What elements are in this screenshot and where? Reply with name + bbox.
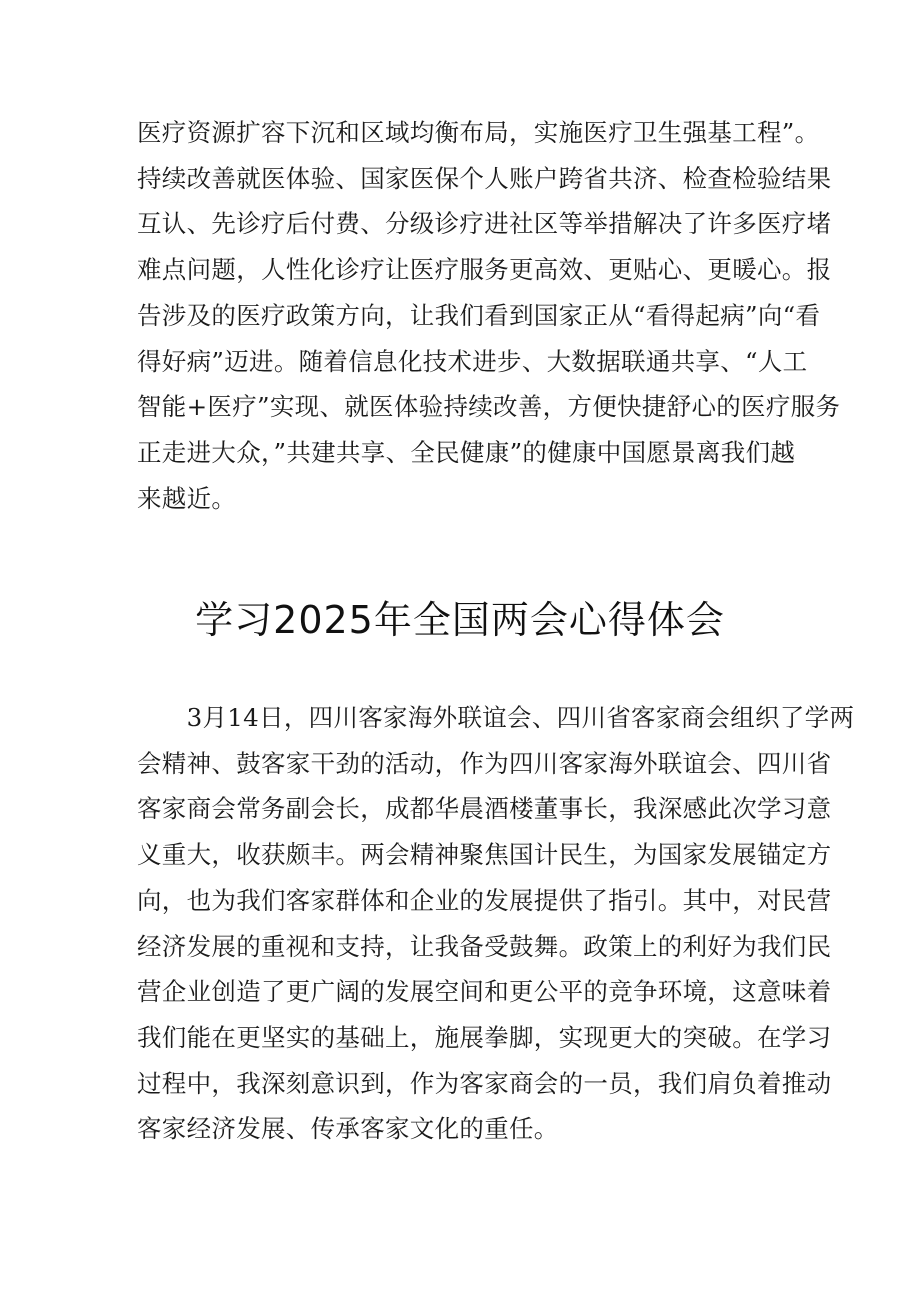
text-line: 我们能在更坚实的基础上，施展拳脚，实现更大的突破。在学习 <box>137 1022 832 1052</box>
text-line: 客家经济发展、传承客家文化的重任。 <box>137 1114 559 1144</box>
text-line: 难点问题，人性化诊疗让医疗服务更高效、更贴心、更暖心。报 <box>137 255 832 285</box>
text-line: 得好病”迈进。随着信息化技术进步、大数据联通共享、“人工 <box>137 346 808 376</box>
text-line: 义重大，收获颇丰。两会精神聚焦国计民生，为国家发展锚定方 <box>137 840 832 870</box>
text-line: 来越近。 <box>137 483 237 513</box>
article-paragraph <box>137 695 855 1152</box>
text-line: 告涉及的医疗政策方向，让我们看到国家正从“看得起病”向“看 <box>137 300 821 330</box>
text-line: 智能+医疗”实现、就医体验持续改善，方便快捷舒心的医疗服务 <box>137 392 841 422</box>
text-line: 经济发展的重视和支持，让我备受鼓舞。政策上的利好为我们民 <box>137 931 832 961</box>
text-line: 过程中，我深刻意识到，作为客家商会的一员，我们肩负着推动 <box>137 1068 832 1098</box>
text-line: 3月14日，四川客家海外联谊会、四川省客家商会组织了学两 <box>137 703 855 732</box>
text-line: 持续改善就医体验、国家医保个人账户跨省共济、检查检验结果 <box>137 163 832 193</box>
text-line: 医疗资源扩容下沉和区域均衡布局，实施医疗卫生强基工程”。 <box>137 118 820 147</box>
text-line: 营企业创造了更广阔的发展空间和更公平的竞争环境，这意味着 <box>137 977 832 1007</box>
article-title: 学习2025年全国两会心得体会 <box>195 598 725 642</box>
continued-paragraph <box>137 110 841 521</box>
text-line: 客家商会常务副会长，成都华晨酒楼董事长，我深感此次学习意 <box>137 794 832 824</box>
text-line: 互认、先诊疗后付费、分级诊疗进社区等举措解决了许多医疗堵 <box>137 209 832 239</box>
text-line: 正走进大众，”共建共享、全民健康”的健康中国愿景离我们越 <box>137 437 796 467</box>
text-line: 会精神、鼓客家干劲的活动，作为四川客家海外联谊会、四川省 <box>137 748 832 778</box>
text-line: 向，也为我们客家群体和企业的发展提供了指引。其中，对民营 <box>137 885 832 915</box>
